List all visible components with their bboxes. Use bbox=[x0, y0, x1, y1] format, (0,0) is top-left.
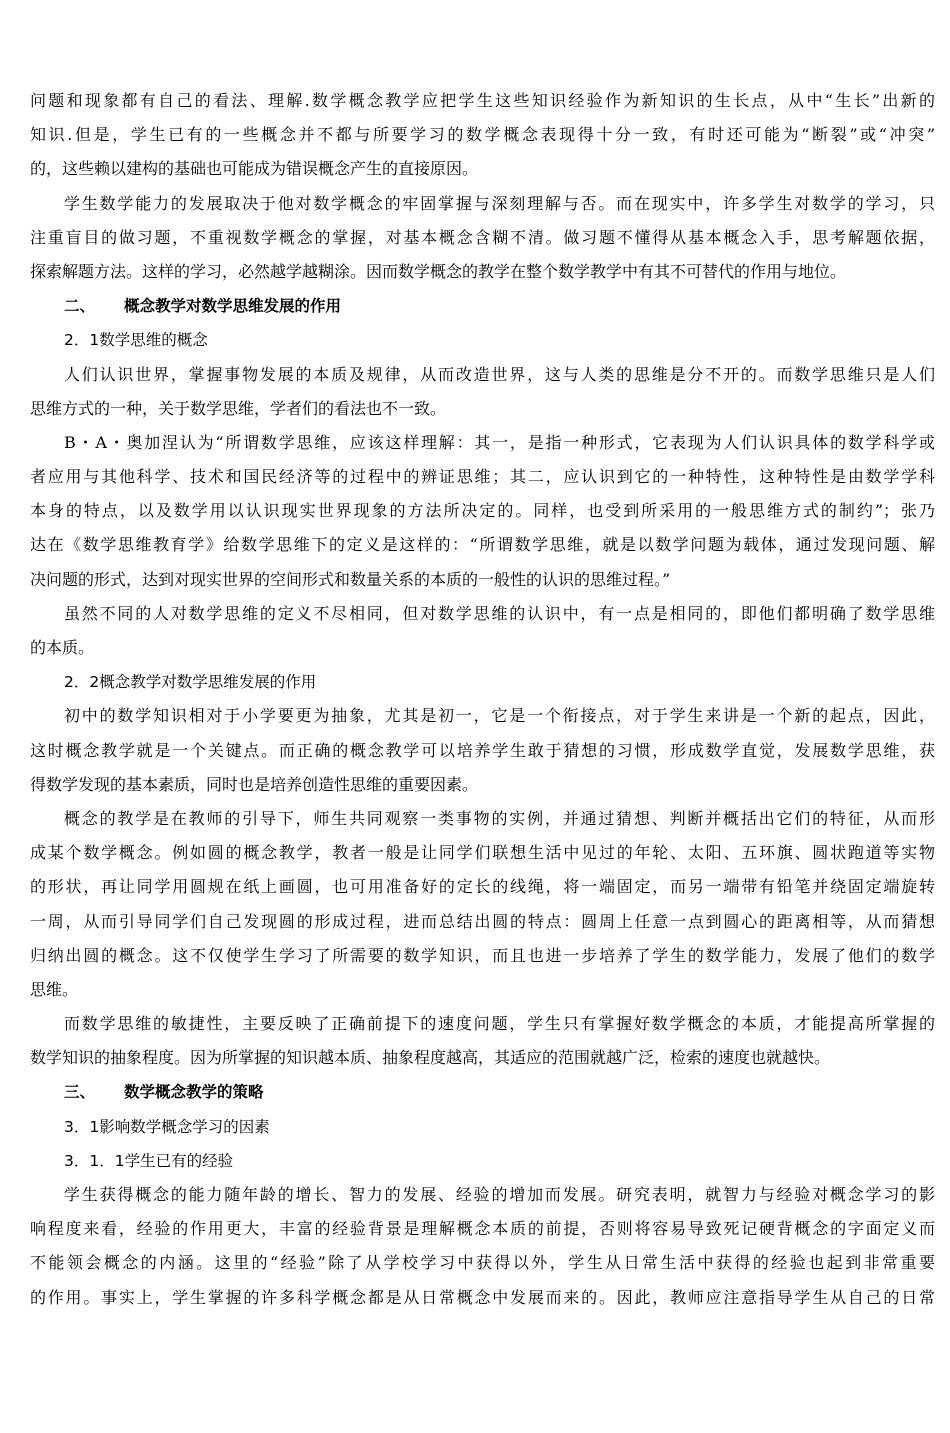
section-title: 概念教学对数学思维发展的作用 bbox=[124, 297, 342, 316]
paragraph-line: 的本质。 bbox=[30, 638, 95, 657]
paragraph-line: 这时概念教学就是一个关键点。而正确的概念教学可以培养学生敢于猜想的习惯，形成数学直觉，发展数学思维，获 bbox=[30, 740, 935, 760]
paragraph-line: 数学知识的抽象程度。因为所掌握的知识越本质、抽象程度越高，其适应的范围就越广泛，检索的速度也就越快。 bbox=[30, 1048, 831, 1068]
paragraph bbox=[30, 426, 935, 597]
subsection-heading: 3．1影响数学概念学习的因素 bbox=[64, 1117, 270, 1136]
paragraph-line: 的作用。事实上，学生掌握的许多科学概念都是从日常概念中发展而来的。因此，教师应注意指导学生从自己的日常 bbox=[30, 1287, 935, 1307]
section-heading bbox=[30, 289, 935, 323]
section-heading bbox=[30, 1075, 935, 1109]
paragraph-line: 学生数学能力的发展取决于他对数学概念的牢固掌握与深刻理解与否。而在现实中，许多学生对数学的学习，只 bbox=[64, 193, 935, 213]
paragraph-line: 的形状，再让同学用圆规在纸上画圆，也可用准备好的定长的线绳，将一端固定，而另一端带有铅笔并绕固定端旋转 bbox=[30, 877, 935, 897]
paragraph-line: 概念的教学是在教师的引导下，师生共同观察一类事物的实例，并通过猜想、判断并概括出它们的特征，从而形 bbox=[64, 808, 935, 828]
paragraph-line: 探索解题方法。这样的学习，必然越学越糊涂。因而数学概念的教学在整个数学教学中有其不可替代的作用与地位。 bbox=[30, 261, 847, 281]
paragraph-line: 本身的特点，以及数学用以认识现实世界现象的方法所决定的。同样，也受到所采用的一般思维方式的制约”；张乃 bbox=[30, 501, 935, 521]
document-page bbox=[30, 84, 935, 1315]
paragraph-line: 决问题的形式，达到对现实世界的空间形式和数量关系的本质的一般性的认识的思维过程。” bbox=[30, 569, 671, 589]
paragraph bbox=[30, 1007, 935, 1075]
paragraph-line: 归纳出圆的概念。这不仅使学生学习了所需要的数学知识，而且也进一步培养了学生的数学能力，发展了他们的数学 bbox=[30, 945, 935, 965]
paragraph bbox=[30, 187, 935, 290]
paragraph-line: 知识.但是，学生已有的一些概念并不都与所要学习的数学概念表现得十分一致，有时还可能为“断裂”或“冲突” bbox=[30, 125, 935, 145]
paragraph bbox=[30, 84, 935, 187]
paragraph-line: 学生获得概念的能力随年龄的增长、智力的发展、经验的增加而发展。研究表明，就智力与经验对概念学习的影 bbox=[64, 1185, 935, 1204]
paragraph-line: 响程度来看，经验的作用更大，丰富的经验背景是理解概念本质的前提，否则将容易导致死记硬背概念的字面定义而 bbox=[30, 1219, 935, 1239]
paragraph-line: 得数学发现的基本素质，同时也是培养创造性思维的重要因素。 bbox=[30, 774, 479, 794]
paragraph bbox=[30, 1178, 935, 1315]
paragraph-line: 注重盲目的做习题，不重视数学概念的掌握，对基本概念含糊不清。做习题不懂得从基本概念入手，思考解题依据， bbox=[30, 227, 935, 247]
paragraph-line: 的，这些赖以建构的基础也可能成为错误概念产生的直接原因。 bbox=[30, 159, 479, 179]
section-title: 数学概念教学的策略 bbox=[124, 1083, 264, 1102]
subsection-heading: 3．1．1学生已有的经验 bbox=[64, 1151, 234, 1170]
paragraph-line: 成某个数学概念。例如圆的概念教学，教者一般是让同学们联想生活中见过的年轮、太阳、五环旗、圆状跑道等实物 bbox=[30, 843, 935, 863]
paragraph bbox=[30, 699, 935, 802]
paragraph-line: 人们认识世界，掌握事物发展的本质及规律，从而改造世界，这与人类的思维是分不开的。而数学思维只是人们 bbox=[64, 364, 935, 384]
paragraph-line: 而数学思维的敏捷性，主要反映了正确前提下的速度问题，学生只有掌握好数学概念的本质，才能提高所掌握的 bbox=[64, 1014, 935, 1034]
paragraph bbox=[30, 358, 935, 426]
paragraph-line: 初中的数学知识相对于小学要更为抽象，尤其是初一，它是一个衔接点，对于学生来讲是一个新的起点，因此， bbox=[64, 706, 935, 726]
subsection-heading: 2．2概念教学对数学思维发展的作用 bbox=[64, 673, 317, 692]
paragraph-line: 虽然不同的人对数学思维的定义不尽相同，但对数学思维的认识中，有一点是相同的，即他们都明确了数学思维 bbox=[64, 603, 935, 623]
paragraph-line: 思维方式的一种，关于数学思维，学者们的看法也不一致。 bbox=[30, 398, 447, 418]
paragraph-line: 达在《数学思维教育学》给数学思维下的定义是这样的：“所谓数学思维，就是以数学问题为载体，通过发现问题、解 bbox=[30, 535, 935, 555]
paragraph bbox=[30, 597, 935, 665]
paragraph-line: 问题和现象都有自己的看法、理解.数学概念教学应把学生这些知识经验作为新知识的生长点，从中“生长”出新的 bbox=[30, 91, 935, 110]
paragraph-line: 思维。 bbox=[30, 979, 79, 999]
paragraph-line: 者应用与其他科学、技术和国民经济等的过程中的辨证思维；其二，应认识到它的一种特性，这种特性是由数学学科 bbox=[30, 467, 935, 487]
paragraph-line: B・A・奥加涅认为“所谓数学思维，应该这样理解：其一，是指一种形式，它表现为人们认识具体的数学科学或 bbox=[64, 432, 935, 452]
subsection-heading: 2．1数学思维的概念 bbox=[64, 331, 208, 350]
section-number: 二、 bbox=[64, 297, 96, 316]
paragraph bbox=[30, 802, 935, 1007]
section-number: 三、 bbox=[64, 1083, 96, 1102]
paragraph-line: 一周，从而引导同学们自己发现圆的形成过程，进而总结出圆的特点：圆周上任意一点到圆心的距离相等，从而猜想 bbox=[30, 911, 935, 931]
paragraph-line: 不能领会概念的内涵。这里的“经验”除了从学校学习中获得以外，学生从日常生活中获得的经验也起到非常重要 bbox=[30, 1253, 935, 1273]
